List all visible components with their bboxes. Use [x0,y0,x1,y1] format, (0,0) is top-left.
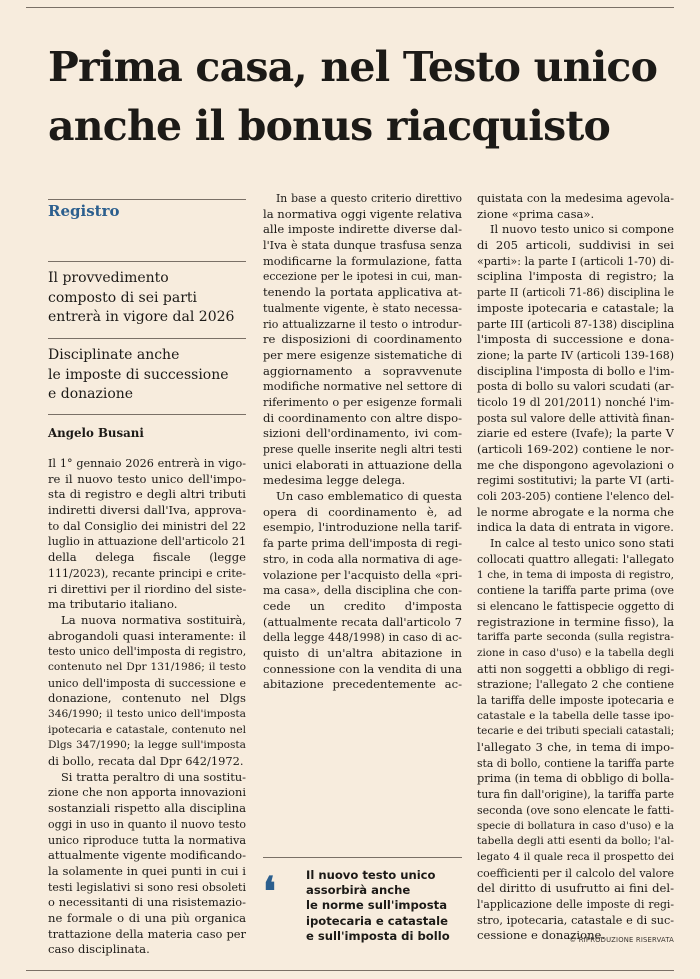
text-line: volazione per l'acquisto della «pri- [263,567,462,582]
text-line: o necessitanti di una risistemazio- [48,895,246,910]
text-line: zione; la parte IV (articoli 139-168) [477,348,674,362]
text-line: cede un credito d'imposta [263,598,462,613]
text-line: coefficienti per il calcolo del valore [477,866,674,880]
text-line: tualmente vigente, è stato necessa- [263,301,462,315]
body-paragraph [477,536,674,944]
text-line: sta di bollo, contiene la tariffa parte [477,756,674,770]
text-line: re disposizioni di coordinamento [263,332,462,347]
text-line: connessione con la vendita di una [263,661,462,676]
text-line: sta di registro e degli altri tributi [48,487,246,502]
text-line: collocati quattro allegati: l'allegato [477,552,674,566]
deck-summary [48,269,246,328]
text-line: me che dispongono agevolazioni o [477,458,674,472]
text-line: unico riproduce tutta la normativa [48,833,246,847]
body-paragraph [477,191,674,222]
text-line: Il nuovo testo unico si compone [490,222,674,237]
text-line: per mere esigenze sistematiche di [263,347,462,362]
text-line: coli 203-205) contiene l'elenco del- [477,490,674,504]
text-line: di coordinamento con altre dispo- [263,410,462,425]
headline-line: anche il bonus riacquisto [48,102,611,150]
text-line: sizioni dell'ordinamento, ivi com- [263,426,462,441]
body-paragraph [48,770,246,958]
body-paragraph [263,191,462,489]
text-line: caso disciplinata. [48,942,150,957]
text-line: atti non soggetti a obbligo di regi- [477,661,674,676]
text-line: ma tributario italiano. [48,597,178,612]
text-line: seconda (ove sono elencate le fatti- [477,803,674,817]
body-paragraph [477,222,674,536]
text-line: della legge 448/1998) in caso di ac- [263,631,462,645]
text-line: sciplina l'imposta di registro; la [477,269,674,284]
text-line: re il nuovo testo unico dell'impo- [48,471,246,486]
text-line: di 205 articoli, suddivisi in sei [477,238,674,253]
text-line: 346/1990; il testo unico dell'imposta [48,708,246,721]
text-line: opera di coordinamento è, ad [263,504,462,519]
text-line: parte II (articoli 71-86) disciplina le [477,286,674,300]
text-line: tabella degli atti esenti da bollo; l'al- [477,835,674,848]
text-line: attualmente vigente modificando- [48,848,246,863]
text-line: Il 1° gennaio 2026 entrerà in vigo- [48,457,246,470]
text-line: ziarie ed estere (Ivafe); la parte V [477,426,674,441]
text-line: disciplina l'imposta di bollo e l'im- [477,363,674,378]
text-line: ma casa», della disciplina che con- [263,584,462,598]
text-line: zione in caso d'uso) e la tabella degli [477,646,674,659]
text-line: rio attualizzarne il testo o introdur- [263,317,462,331]
text-line: abrogandoli quasi interamente: il [48,628,246,643]
text-line: stro, ipotecaria, catastale e di suc- [477,913,674,927]
text-line: tenendo la portata applicativa at- [263,285,462,300]
text-line: «parti»: la parte I (articoli 1-70) di- [477,254,674,268]
text-line: indica la data di entrata in vigore. [477,520,674,535]
headline-line: Prima casa, nel Testo unico [48,43,658,91]
text-line: cessione e donazione. [477,928,606,943]
text-line: riferimento o per esigenze formali [263,394,462,409]
pull-quote-line: ipotecaria e catastale [306,913,448,928]
text-line: contenuto nel Dpr 131/1986; il testo [48,660,246,673]
bottom-rule [26,970,674,971]
author-rule [48,414,246,415]
text-line: la tariffa delle imposte ipotecaria e [477,694,674,708]
text-line: parte III (articoli 87-138) disciplina [477,317,674,331]
text-line: prese quelle inserite negli altri testi [263,443,462,456]
text-line: l'imposta di successione e dona- [477,332,674,347]
text-line: del diritto di usufrutto ai fini del- [477,881,674,896]
text-line: La nuova normativa sostituirà, [61,612,246,627]
text-line: donazione, contenuto nel Dlgs [48,691,246,706]
text-line: imposte ipotecaria e catastale; la [477,300,674,315]
text-line: della delega fiscale (legge [48,550,246,565]
text-line: testi legislativi si sono resi obsoleti [48,880,246,894]
text-line: le norme abrogate e la norma che [477,504,674,519]
text-line: prima (in tema di obbligo di bolla- [477,771,674,786]
body-column-1 [48,456,246,958]
deck-line: e donazione [48,386,134,402]
body-paragraph [48,456,246,613]
author-byline: Angelo Busani [48,426,144,440]
text-line: catastale e la tabella delle tasse ipo- [477,709,674,722]
body-column-2 [263,191,462,693]
headline [48,38,688,156]
text-line: l'applicazione delle imposte di regi- [477,897,674,911]
text-line: Si tratta peraltro di una sostitu- [61,769,246,784]
pull-quote-line: e sull'imposta di bollo [306,928,450,943]
deck-line: composto di sei parti [48,289,198,306]
text-line: luglio in attuazione dell'articolo 21 [48,535,246,549]
text-line: oggi in uso in quanto il nuovo testo [48,817,246,831]
text-line: la normativa oggi vigente relativa [263,206,462,221]
copyright-notice: © RIPRODUZIONE RISERVATA [569,936,674,944]
text-line: strazione; l'allegato 2 che contiene [477,678,674,692]
pull-quote [306,868,476,944]
text-line: legato 4 il quale reca il prospetto dei [477,850,674,863]
text-line: l'allegato 3 che, in tema di impo- [477,740,674,755]
text-line: unico dell'imposta di successione e [48,676,246,690]
pull-quote-line: assorbirà anche [306,883,411,898]
text-line: testo unico dell'imposta di registro, [48,645,246,659]
text-line: sostanziali rispetto alla disciplina [48,801,246,816]
deck-line: Disciplinate anche [48,347,180,363]
deck-rule [48,261,246,262]
text-line: stro, in coda alla normativa di age- [263,552,462,566]
text-line: to dal Consiglio dei ministri del 22 [48,519,246,533]
text-line: ri direttivi per il riordino del siste- [48,581,246,596]
text-line: abitazione precedentemente ac- [263,677,462,692]
body-paragraph [263,489,462,693]
text-line: Dlgs 347/1990; la legge sull'imposta [48,739,246,752]
text-line: In base a questo criterio direttivo [276,192,462,205]
text-line: si elencano le fattispecie oggetto di [477,599,674,613]
text-line: (articoli 169-202) contiene le nor- [477,442,674,457]
deck-line: Il provvedimento [48,270,169,286]
text-line: esempio, l'introduzione nella tarif- [263,520,462,535]
text-line: quisto di un'altra abitazione in [263,645,462,660]
text-line: modifiche normative nel settore di [263,379,462,394]
text-line: ipotecaria e catastale, contenuto nel [48,723,246,736]
body-paragraph [48,613,246,770]
text-line: tariffa parte seconda (sulla registra- [477,631,674,644]
text-line: Un caso emblematico di questa [276,489,462,504]
text-line: unici elaborati in attuazione della [263,457,462,472]
body-column-3 [477,191,674,944]
text-line: ne formale o di una più organica [48,910,246,925]
text-line: quistata con la medesima agevola- [477,192,674,205]
text-line: registrazione in termine fisso), la [477,614,674,629]
text-line: posta sul valore delle attività finan- [477,411,674,425]
text-line: contiene la tariffa parte prima (ove [477,584,674,598]
text-line: eccezione per le ipotesi in cui, man- [263,270,462,284]
text-line: medesima legge delega. [263,473,406,488]
pull-quote-line: le norme sull'imposta [306,898,448,913]
text-line: tecarie e dei tributi speciali catastali; [477,725,674,738]
text-line: In calce al testo unico sono stati [490,537,674,551]
text-line: zione che non apporta innovazioni [48,785,246,800]
deck-summary-secondary [48,346,246,405]
text-line: l'Iva è stata dunque trasfusa senza [263,239,462,253]
text-line: (attualmente recata dall'articolo 7 [263,614,462,629]
text-line: 1 che, in tema di imposta di registro, [477,568,674,581]
kicker-rule [48,199,246,200]
text-line: posta di bollo su valori scudati (ar- [477,380,674,394]
pull-quote-rule [263,857,462,858]
text-line: di bollo, recata dal Dpr 642/1972. [48,754,244,769]
text-line: tura fin dall'origine), la tariffa parte [477,788,674,802]
text-line: modificarne la formulazione, fatta [263,253,462,268]
text-line: fa parte prima dell'imposta di regi- [263,537,462,551]
deck-line: le imposte di successione [48,366,229,383]
text-line: 111/2023), recante principi e crite- [48,566,246,580]
top-rule [26,7,674,8]
text-line: ticolo 19 dl 201/2011) nonché l'im- [477,395,674,409]
text-line: trattazione della materia caso per [48,926,246,941]
deck-rule [48,338,246,339]
text-line: alle imposte indirette diverse dal- [263,222,462,237]
quote-mark-icon: ❛ [263,868,276,915]
pull-quote-line: Il nuovo testo unico [306,868,436,882]
text-line: regimi sostitutivi; la parte VI (arti- [477,474,674,488]
text-line: indiretti diversi dall'Iva, approva- [48,503,246,518]
text-line: aggiornamento a sopravvenute [263,363,462,378]
deck-line: entrerà in vigore dal 2026 [48,309,235,325]
text-line: zione «prima casa». [477,206,595,221]
text-line: specie di bollatura in caso d'uso) e la [477,819,674,832]
section-kicker: Registro [48,202,120,220]
text-line: la solamente in quei punti in cui i [48,863,246,878]
